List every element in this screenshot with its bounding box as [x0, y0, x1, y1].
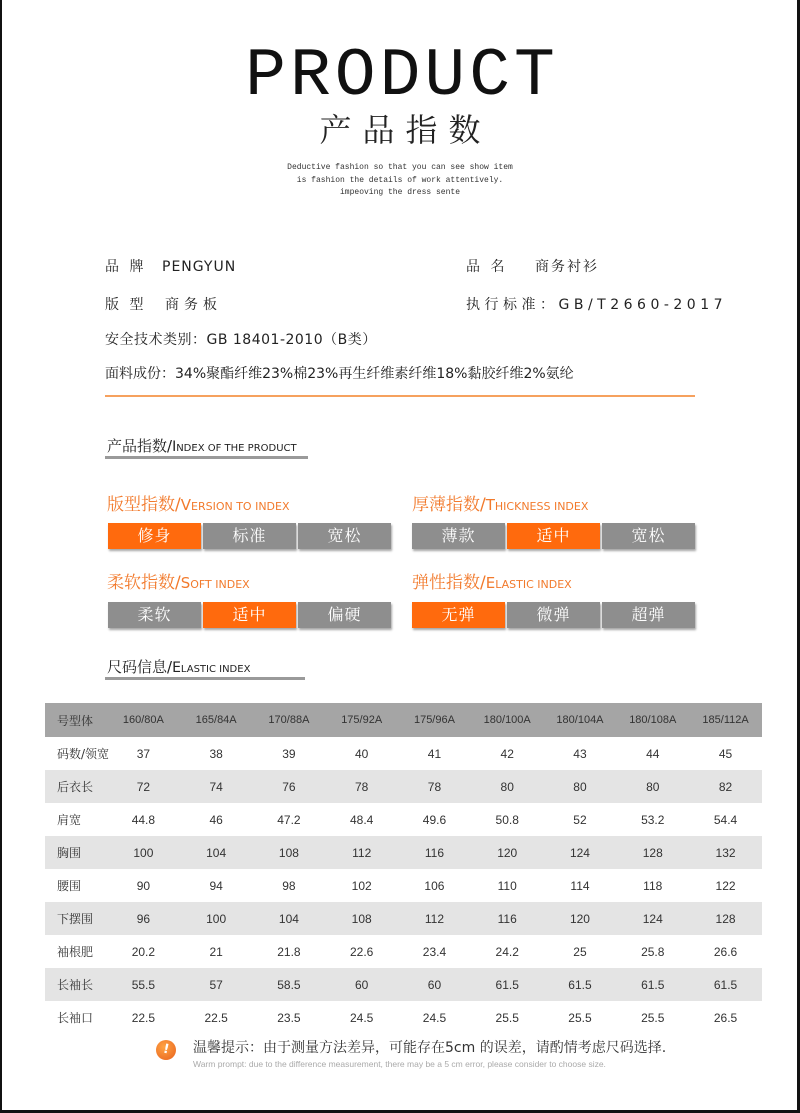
product-index-heading	[105, 435, 308, 459]
table-cell: 21	[209, 944, 223, 959]
table-cell: 118	[643, 878, 663, 893]
table-cell: 61.5	[641, 977, 665, 992]
table-cell: 96	[136, 911, 151, 926]
index-title-zh: 版型指数/	[107, 495, 181, 515]
table-cell: 25.5	[641, 1010, 665, 1025]
product-name-field	[466, 257, 599, 277]
index-option-selected: 适中	[203, 602, 296, 628]
index-title-zh: 厚薄指数/	[412, 495, 486, 515]
table-cell: 102	[351, 878, 372, 893]
table-cell: 60	[427, 977, 442, 992]
index-option: 薄款	[412, 523, 505, 549]
table-cell: 49.6	[422, 812, 447, 827]
index-title-en: ELASTIC INDEX	[485, 574, 572, 592]
table-cell: 110	[497, 878, 517, 893]
table-cell: 44	[646, 746, 660, 761]
row-label: 肩宽	[57, 813, 82, 827]
table-cell: 48.4	[350, 812, 374, 827]
table-cell: 22.6	[350, 944, 374, 959]
table-cell: 22.5	[131, 1010, 156, 1025]
table-cell: 24.2	[495, 944, 519, 959]
row-label: 码数/领宽	[57, 747, 110, 761]
table-cell: 114	[570, 878, 590, 893]
table-cell: 98	[282, 878, 296, 893]
index-option: 超弹	[602, 602, 695, 628]
table-row	[45, 968, 762, 1001]
table-row	[45, 803, 762, 836]
table-cell: 39	[282, 746, 296, 761]
size-header-cell: 165/84A	[195, 714, 237, 726]
exclamation-circle-icon	[156, 1040, 176, 1060]
index-options-elasticity	[412, 602, 695, 628]
index-option: 宽松	[298, 523, 391, 549]
table-cell: 38	[209, 746, 223, 761]
standard-field: 执行标准：GB/T2660-2017	[466, 297, 728, 313]
row-label: 后衣长	[57, 780, 94, 794]
product-name-label: 品 名	[466, 259, 505, 275]
table-cell: 24.5	[350, 1010, 374, 1025]
table-row	[45, 737, 762, 770]
table-cell: 44.8	[131, 812, 156, 827]
table-cell: 90	[136, 878, 151, 893]
brand-field	[105, 257, 236, 277]
table-cell: 45	[718, 746, 733, 761]
table-cell: 23.4	[422, 944, 447, 959]
table-cell: 128	[642, 845, 663, 860]
table-cell: 78	[355, 779, 369, 794]
index-title-softness	[107, 572, 250, 596]
size-header-cell: 185/112A	[702, 714, 749, 726]
table-cell: 94	[209, 878, 223, 893]
table-cell: 104	[278, 911, 299, 926]
heading-zh: 尺码信息/	[107, 658, 173, 676]
row-label: 下摆围	[57, 912, 94, 926]
table-cell: 61.5	[495, 977, 519, 992]
index-option-selected: 修身	[108, 523, 201, 549]
table-cell: 25.8	[641, 944, 665, 959]
size-header-cell: 175/92A	[341, 714, 383, 726]
fit-field	[105, 295, 222, 315]
table-cell: 20.2	[131, 944, 156, 959]
table-cell: 100	[206, 911, 227, 926]
table-cell: 43	[573, 746, 587, 761]
table-cell: 78	[427, 779, 442, 794]
size-header-cell: 175/96A	[413, 714, 455, 726]
table-cell: 60	[355, 977, 369, 992]
table-cell: 58.5	[277, 977, 301, 992]
table-cell: 21.8	[277, 944, 301, 959]
table-cell: 120	[497, 845, 518, 860]
table-body	[45, 737, 762, 1034]
index-option: 柔软	[108, 602, 201, 628]
row-label: 长袖口	[57, 1011, 94, 1025]
fit-value: 商务板	[165, 297, 222, 313]
table-cell: 23.5	[277, 1010, 301, 1025]
index-options-thickness	[412, 523, 695, 549]
tagline-line: impeoving the dress sente	[339, 188, 461, 197]
table-cell: 52	[573, 812, 587, 827]
table-cell: 128	[715, 911, 736, 926]
size-header-cell: 180/100A	[483, 714, 531, 726]
size-header-cell: 170/88A	[268, 714, 310, 726]
heading-en: ELASTIC INDEX	[172, 660, 251, 676]
table-cell: 46	[209, 812, 223, 827]
table-cell: 42	[500, 746, 514, 761]
table-row	[45, 935, 762, 968]
table-cell: 25	[573, 944, 587, 959]
table-cell: 74	[209, 779, 223, 794]
row-label: 袖根肥	[57, 945, 94, 959]
table-cell: 76	[282, 779, 296, 794]
table-header-row	[45, 703, 762, 737]
index-title-version	[107, 494, 290, 518]
size-header-cell: 180/104A	[556, 714, 604, 726]
page-title: PRODUCT	[245, 38, 559, 115]
table-cell: 124	[642, 911, 663, 926]
index-title-en: THICKNESS INDEX	[485, 496, 589, 514]
index-options-version	[108, 523, 391, 549]
table-cell: 80	[646, 779, 660, 794]
table-cell: 122	[715, 878, 736, 893]
table-row	[45, 869, 762, 902]
fit-label: 版 型	[105, 297, 144, 313]
row-label: 胸围	[57, 846, 82, 860]
table-cell: 25.5	[495, 1010, 519, 1025]
table-cell: 112	[352, 845, 372, 860]
table-cell: 108	[351, 911, 372, 926]
table-cell: 120	[569, 911, 590, 926]
fabric-composition-field: 面料成份：34%聚酯纤维23%棉23%再生纤维素纤维18%黏胶纤维2%氨纶	[105, 366, 574, 382]
product-name-value: 商务衬衫	[535, 259, 599, 275]
page-subtitle: 产品指数	[319, 111, 492, 149]
table-cell: 72	[136, 779, 151, 794]
size-info-heading	[105, 656, 305, 680]
table-cell: 40	[355, 746, 369, 761]
table-cell: 26.6	[713, 944, 738, 959]
index-option-selected: 适中	[507, 523, 600, 549]
table-row	[45, 836, 762, 869]
table-cell: 26.5	[713, 1010, 738, 1025]
table-cell: 108	[278, 845, 299, 860]
notice-text-en: Warm prompt: due to the difference measurement, there may be a 5 cm error, please consider to choose size.	[193, 1059, 606, 1069]
table-cell: 82	[718, 779, 733, 794]
size-header-cell: 180/108A	[629, 714, 677, 726]
table-cell: 112	[424, 911, 445, 926]
table-cell: 124	[569, 845, 590, 860]
brand-value: PENGYUN	[162, 259, 237, 275]
table-cell: 61.5	[713, 977, 738, 992]
index-title-zh: 弹性指数/	[412, 573, 486, 593]
table-cell: 116	[497, 911, 517, 926]
table-cell: 47.2	[277, 812, 301, 827]
index-option: 宽松	[602, 523, 695, 549]
size-header-label: 号型体	[57, 713, 94, 728]
table-cell: 61.5	[568, 977, 592, 992]
table-cell: 132	[715, 845, 736, 860]
index-title-elasticity	[412, 572, 572, 596]
table-cell: 37	[136, 746, 151, 761]
table-cell: 25.5	[568, 1010, 592, 1025]
table-row	[45, 770, 762, 803]
tagline-line: Deductive fashion so that you can see show item	[287, 163, 513, 172]
table-cell: 53.2	[641, 812, 665, 827]
table-cell: 104	[206, 845, 227, 860]
tagline	[0, 162, 800, 200]
safety-category-field: 安全技术类别：GB 18401-2010（B类）	[105, 332, 377, 348]
size-table	[45, 703, 762, 1034]
table-cell: 80	[500, 779, 514, 794]
index-title-thickness	[412, 494, 588, 518]
tagline-line: is fashion the details of work attentively.	[296, 175, 504, 185]
index-option: 微弹	[507, 602, 600, 628]
table-cell: 100	[133, 845, 154, 860]
table-cell: 57	[209, 977, 223, 992]
index-option: 标准	[203, 523, 296, 549]
table-row	[45, 902, 762, 935]
row-label: 长袖长	[57, 978, 94, 992]
row-label: 腰围	[57, 879, 82, 893]
table-cell: 24.5	[422, 1010, 447, 1025]
heading-zh: 产品指数/	[107, 437, 173, 455]
heading-en: INDEX OF THE PRODUCT	[172, 439, 297, 455]
index-option: 偏硬	[298, 602, 391, 628]
index-options-softness	[108, 602, 391, 628]
brand-label: 品 牌	[105, 259, 144, 275]
table-cell: 80	[573, 779, 587, 794]
index-title-zh: 柔软指数/	[107, 573, 181, 593]
size-header-cell: 160/80A	[122, 714, 164, 726]
table-cell: 106	[424, 878, 445, 893]
table-row	[45, 1001, 762, 1034]
table-head	[45, 703, 762, 737]
index-option-selected: 无弹	[412, 602, 505, 628]
table-cell: 55.5	[131, 977, 156, 992]
index-title-en: VERSION TO INDEX	[180, 496, 290, 514]
notice-text-zh: 温馨提示：由于测量方法差异，可能存在5cm 的误差，请酌情考虑尺码选择.	[193, 1040, 667, 1056]
index-title-en: SOFT INDEX	[180, 574, 250, 592]
orange-divider	[105, 395, 695, 397]
table-cell: 50.8	[495, 812, 519, 827]
table-cell: 22.5	[204, 1010, 228, 1025]
table-cell: 41	[427, 746, 442, 761]
table-cell: 116	[424, 845, 445, 860]
table-cell: 54.4	[713, 812, 738, 827]
